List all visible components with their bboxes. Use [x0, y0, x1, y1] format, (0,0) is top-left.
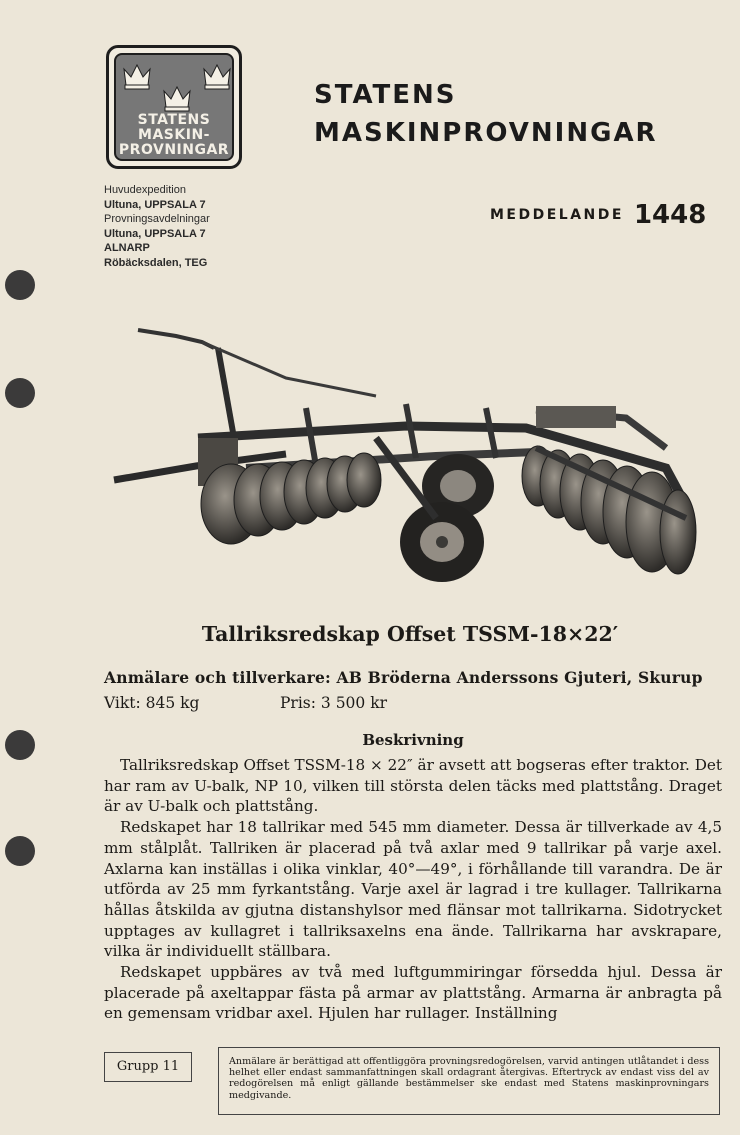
- disc-harrow-photo: [106, 318, 698, 590]
- department-address: ALNARP: [104, 242, 150, 255]
- binder-hole: [5, 730, 35, 760]
- bulletin-number-value: 1448: [633, 200, 707, 230]
- applicant-manufacturer: Anmälare och tillverkare: AB Bröderna Anderssons Gjuteri, Skurup: [104, 668, 703, 687]
- description-heading: Beskrivning: [362, 731, 464, 749]
- weight-price-line: [104, 694, 722, 712]
- department-address: Röbäcksdalen, TEG: [104, 256, 208, 269]
- three-crowns-icon: [116, 55, 238, 115]
- binder-hole: [5, 378, 35, 408]
- description-paragraph: Tallriksredskap Offset TSSM-18 × 22″ är avsett att bogseras efter traktor. Det har ram av U-balk, NP 10, vilken till största delen täcks med plattstång. Draget är av U-balk och plattstång.: [104, 756, 722, 816]
- department-address: Ultuna, UPPSALA 7: [104, 227, 206, 240]
- org-title-line2: MASKINPROVNINGAR: [314, 118, 658, 148]
- description-paragraph: Redskapet har 18 tallrikar med 545 mm diameter. Dessa är tillverkade av 4,5 mm stålplåt. Tallriken är placerad på två axlar med 9 tallrikar på varje axel. Axlarna kan inställas i olika vinklar, 40°—49°, i förhållande till varandra. De är utförda av 25 mm fyrkantstång. Varje axel är lagrad i tre kullager. Tallrikarna hållas åtskilda av gjutna distanshylsor med flänsar mot tallrikarna. Sidotrycket upptages av kullagret i tallriksaxelns ena ände. Tallrikarna har avskrapare, vilka är individuellt ställbara.: [104, 818, 722, 961]
- description-paragraph: Redskapet uppbäres av två med luftgummiringar försedda hjul. Dessa är placerade på axeltappar fästa på armar av plattstång. Armarna är anbragta på en gemensam vridbar axel. Hjulen har rullager. Inställning: [104, 963, 722, 1023]
- copyright-notice: Anmälare är berättigad att offentliggöra provningsredogörelsen, varvid antingen utlåtandet i dess helhet eller endast sammanfattningen skall ordagrant återgivas. Eftertryck av endast viss del av redogörelsen må enligt gällande bestämmelser ske endast med Statens maskinprovningars medgivande.: [218, 1047, 720, 1115]
- group-label: Grupp 11: [104, 1052, 192, 1082]
- address-block: [104, 183, 210, 271]
- bulletin-number: [490, 200, 706, 230]
- logo: [106, 45, 242, 169]
- logo-text: STATENS MASKIN- PROVNINGAR: [118, 112, 230, 158]
- weight: Vikt: 845 kg: [104, 694, 200, 712]
- organization-title: [314, 76, 658, 152]
- description-body: [104, 755, 722, 1024]
- binder-hole: [5, 836, 35, 866]
- main-office-label: Huvudexpedition: [104, 184, 186, 196]
- binder-hole: [5, 270, 35, 300]
- testing-departments-label: Provningsavdelningar: [104, 213, 210, 226]
- main-office-address: Ultuna, UPPSALA 7: [104, 198, 206, 211]
- bulletin-label: MEDDELANDE: [490, 207, 624, 223]
- price: Pris: 3 500 kr: [280, 694, 388, 712]
- org-title-line1: STATENS: [314, 80, 457, 110]
- product-title: Tallriksredskap Offset TSSM-18×22′: [201, 622, 619, 646]
